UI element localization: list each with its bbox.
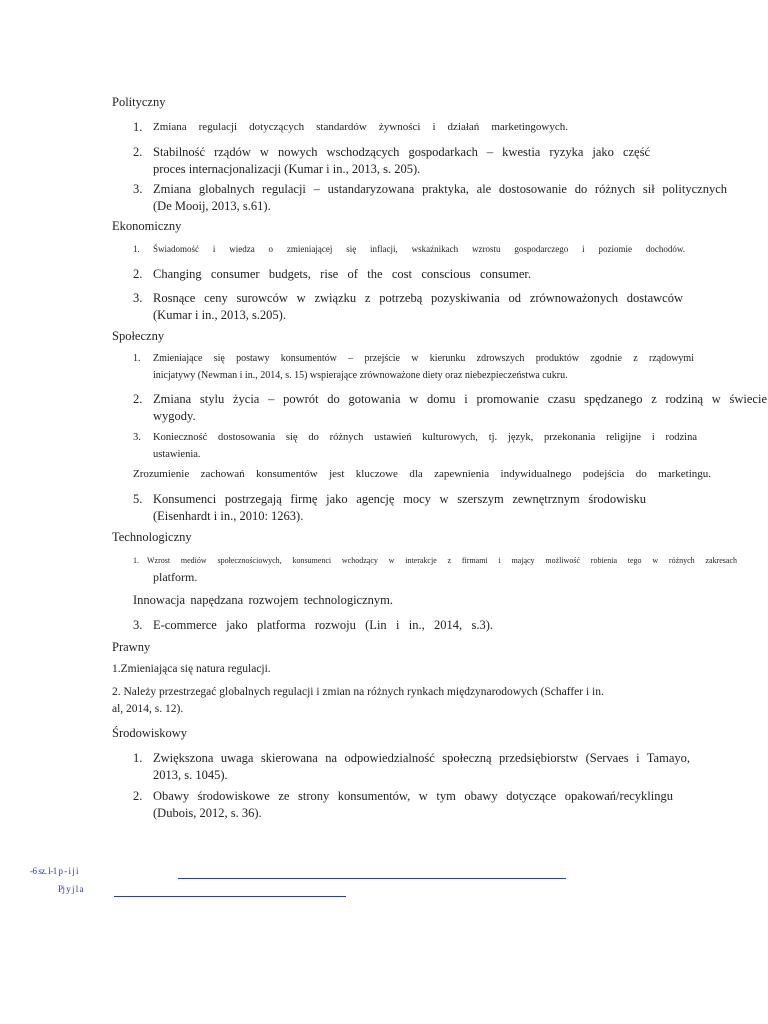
- list-number: 3.: [133, 182, 143, 196]
- list-number: 2.: [133, 789, 143, 803]
- list-text: Zmieniające się postawy konsumentów – przejście w kierunku zdrowszych produktów zgodnie z rządowymi: [153, 353, 694, 364]
- list-text: Changing consumer budgets, rise of the cost conscious consumer.: [153, 267, 531, 281]
- section-heading-srodowiskowy: Środowiskowy: [112, 726, 188, 740]
- list-text: (De Mooij, 2013, s.61).: [153, 199, 271, 213]
- list-text: Wzrost mediów społecznościowych, konsumenci wchodzący w interakcje z firmami i mający możliwość robienia tego w różnych zakresach: [147, 556, 737, 565]
- list-text: Stabilność rządów w nowych wschodzących gospodarkach – kwestia ryzyka jako część: [153, 145, 650, 159]
- list-number: 1.: [133, 556, 139, 565]
- list-text: platform.: [153, 570, 198, 584]
- list-number: 1.: [133, 244, 140, 254]
- list-text: Zwiększona uwaga skierowana na odpowiedzialność społeczną przedsiębiorstw (Servaes i Tamayo,: [153, 751, 690, 765]
- body-text: Innowacja napędzana rozwojem technologicznym.: [133, 593, 393, 607]
- section-heading-ekonomiczny: Ekonomiczny: [112, 219, 182, 233]
- list-text: Zmiana stylu życia – powrót do gotowania w domu i promowanie czasu spędzanego z rodziną w świecie: [153, 392, 767, 406]
- body-text: Zrozumienie zachowań konsumentów jest kluczowe dla zapewnienia indywidualnego podejścia do marketingu.: [133, 468, 711, 480]
- list-text: proces internacjonalizacji (Kumar i in., 2013, s. 205).: [153, 162, 421, 176]
- list-text: (Kumar i in., 2013, s.205).: [153, 308, 286, 322]
- section-heading-polityczny: Polityczny: [112, 95, 166, 109]
- list-number: 1.: [133, 353, 141, 364]
- footer-text: Pj y j l a: [58, 884, 84, 894]
- list-number: 3.: [133, 618, 143, 632]
- body-text: al, 2014, s. 12).: [112, 703, 184, 715]
- list-number: 2.: [133, 392, 143, 406]
- list-text: E-commerce jako platforma rozwoju (Lin i in., 2014, s.3).: [153, 618, 493, 632]
- list-number: 3.: [133, 291, 143, 305]
- list-text: Zmiana globalnych regulacji – ustandaryzowana praktyka, ale dostosowanie do różnych sił politycznych: [153, 182, 727, 196]
- list-text: Zmiana regulacji dotyczących standardów żywności i działań marketingowych.: [153, 121, 568, 133]
- footer-text: -6 sz. l-1 p - i j i: [30, 866, 78, 876]
- list-number: 3.: [133, 432, 141, 443]
- list-text: wygody.: [153, 409, 196, 423]
- list-text: Konsumenci postrzegają firmę jako agencję mocy w szerszym zewnętrznym środowisku: [153, 492, 646, 506]
- list-number: 2.: [133, 145, 143, 159]
- list-number: 5.: [133, 492, 143, 506]
- list-text: (Dubois, 2012, s. 36).: [153, 806, 262, 820]
- footer-rule: [114, 896, 346, 897]
- list-number: 1.: [133, 751, 143, 765]
- list-text: Obawy środowiskowe ze strony konsumentów, w tym obawy dotyczące opakowań/recyklingu: [153, 789, 673, 803]
- list-number: 1.: [133, 120, 143, 134]
- footer-rule: [178, 878, 566, 879]
- list-text: Konieczność dostosowania się do różnych ustawień kulturowych, tj. język, przekonania religijne i rodzina: [153, 432, 697, 443]
- section-heading-technologiczny: Technologiczny: [112, 530, 192, 544]
- list-text: ustawienia.: [153, 449, 201, 460]
- section-heading-spoleczny: Społeczny: [112, 329, 165, 343]
- body-text: 2. Należy przestrzegać globalnych regulacji i zmian na różnych rynkach międzynarodowych (Schaffer i in.: [112, 686, 604, 698]
- section-heading-prawny: Prawny: [112, 640, 151, 654]
- list-text: (Eisenhardt i in., 2010: 1263).: [153, 509, 304, 523]
- list-text: 2013, s. 1045).: [153, 768, 228, 782]
- body-text: 1.Zmieniająca się natura regulacji.: [112, 663, 271, 675]
- list-text: Rosnące ceny surowców w związku z potrzebą pozyskiwania od zrównoważonych dostawców: [153, 291, 683, 305]
- list-number: 2.: [133, 267, 143, 281]
- list-text: Świadomość i wiedza o zmieniającej się inflacji, wskaźnikach wzrostu gospodarczego i poziomie dochodów.: [153, 244, 685, 254]
- list-text: inicjatywy (Newman i in., 2014, s. 15) wspierające zrównoważone diety oraz niebezpieczeństwa cukru.: [153, 370, 568, 381]
